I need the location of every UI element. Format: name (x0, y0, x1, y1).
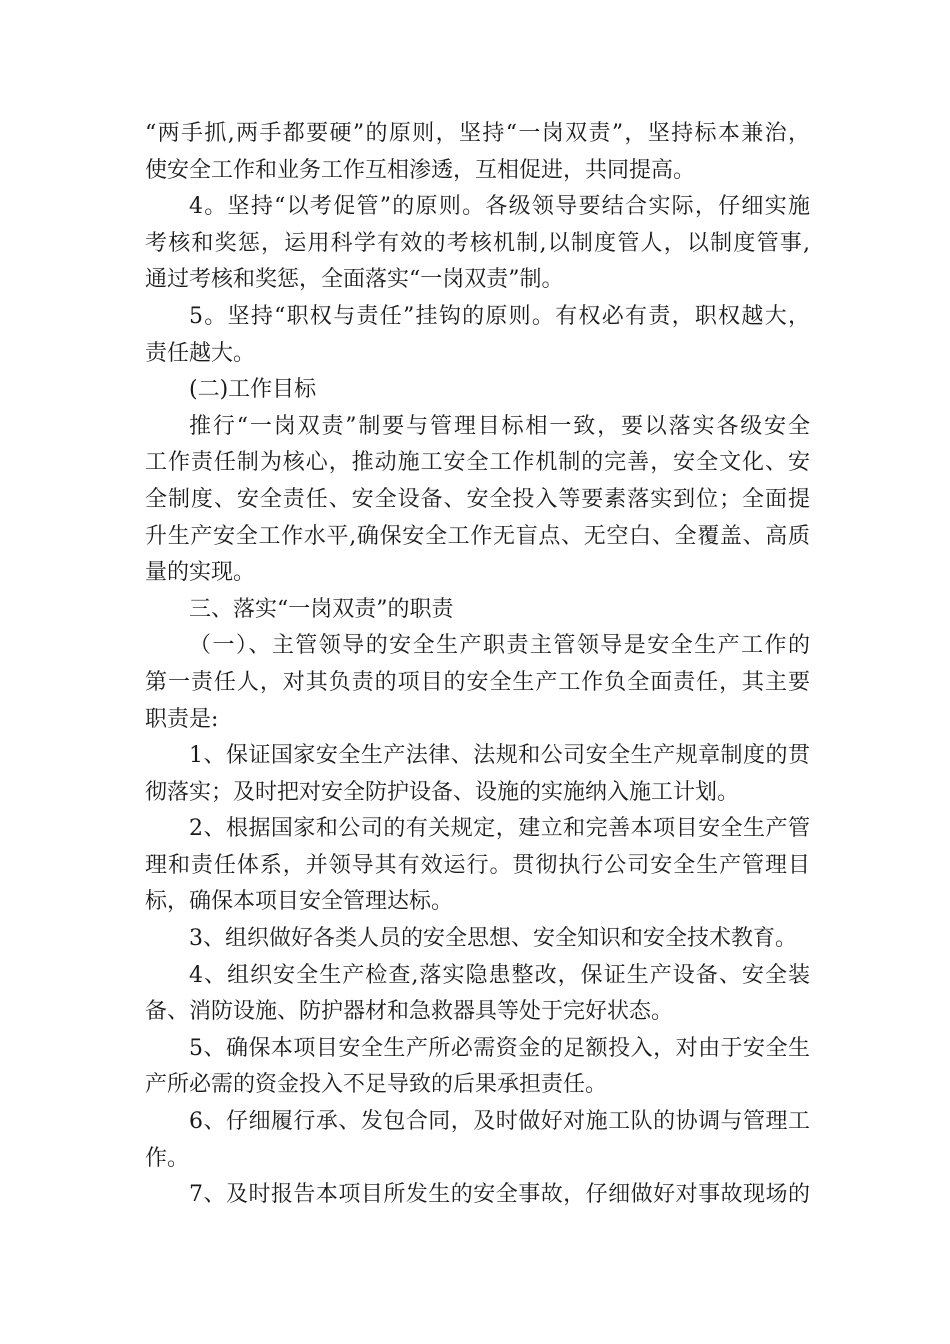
text-line: 全制度、安全责任、安全设备、安全投入等要素落实到位；全面提 (145, 486, 810, 512)
text-line: 5。坚持“职权与责任”挂钩的原则。有权必有责，职权越大， (189, 303, 810, 329)
text-line: 7、及时报告本项目所发生的安全事故，仔细做好对事故现场的 (189, 1182, 810, 1208)
text-line: 量的实现。 (145, 560, 256, 586)
text-line: 彻落实；及时把对安全防护设备、设施的实施纳入施工计划。 (145, 779, 740, 805)
text-line: 第一责任人，对其负责的项目的安全生产工作负全面责任，其主要 (145, 669, 810, 695)
text-line: 3、组织做好各类人员的安全思想、安全知识和安全技术教育。 (189, 926, 797, 952)
text-line: 6、仔细履行承、发包合同，及时做好对施工队的协调与管理工 (189, 1109, 810, 1135)
text-line: 5、确保本项目安全生产所必需资金的足额投入，对由于安全生 (189, 1035, 810, 1061)
text-line: 产所必需的资金投入不足导致的后果承担责任。 (145, 1072, 608, 1098)
text-line: （一）、主管领导的安全生产职责主管领导是安全生产工作的 (189, 633, 810, 659)
text-line: “两手抓,两手都要硬”的原则，坚持“一岗双责”，坚持标本兼治， (145, 121, 810, 146)
text-line: 2、根据国家和公司的有关规定，建立和完善本项目安全生产管 (189, 816, 810, 842)
text-line: 理和责任体系，并领导其有效运行。贯彻执行公司安全生产管理目 (145, 852, 810, 878)
text-line: 通过考核和奖惩，全面落实“一岗双责”制。 (145, 267, 564, 293)
text-line: 1、保证国家安全生产法律、法规和公司安全生产规章制度的贯 (189, 743, 810, 769)
text-line: (二)工作目标 (189, 377, 317, 403)
text-line: 使安全工作和业务工作互相渗透，互相促进，共同提高。 (145, 157, 696, 183)
text-line: 职责是: (145, 706, 219, 732)
text-line: 4。坚持“以考促管”的原则。各级领导要结合实际，仔细实施 (189, 194, 810, 220)
text-line: 推行“一岗双责”制要与管理目标相一致，要以落实各级安全 (189, 413, 810, 439)
text-line: 升生产安全工作水平,确保安全工作无盲点、无空白、全覆盖、高质 (145, 523, 810, 549)
text-line: 工作责任制为核心，推动施工安全工作机制的完善，安全文化、安 (145, 450, 810, 476)
text-line: 考核和奖惩，运用科学有效的考核机制,以制度管人，以制度管事, (145, 230, 810, 256)
body-text (145, 116, 810, 1214)
text-line: 作。 (145, 1145, 190, 1171)
text-line: 标，确保本项目安全管理达标。 (145, 889, 454, 915)
text-line: 责任越大。 (145, 340, 256, 366)
text-line: 备、消防设施、防护器材和急救器具等处于完好状态。 (145, 999, 674, 1025)
text-line: 三、落实“一岗双责”的职责 (189, 596, 454, 622)
text-line: 4、组织安全生产检查,落实隐患整改，保证生产设备、安全装 (189, 962, 810, 988)
